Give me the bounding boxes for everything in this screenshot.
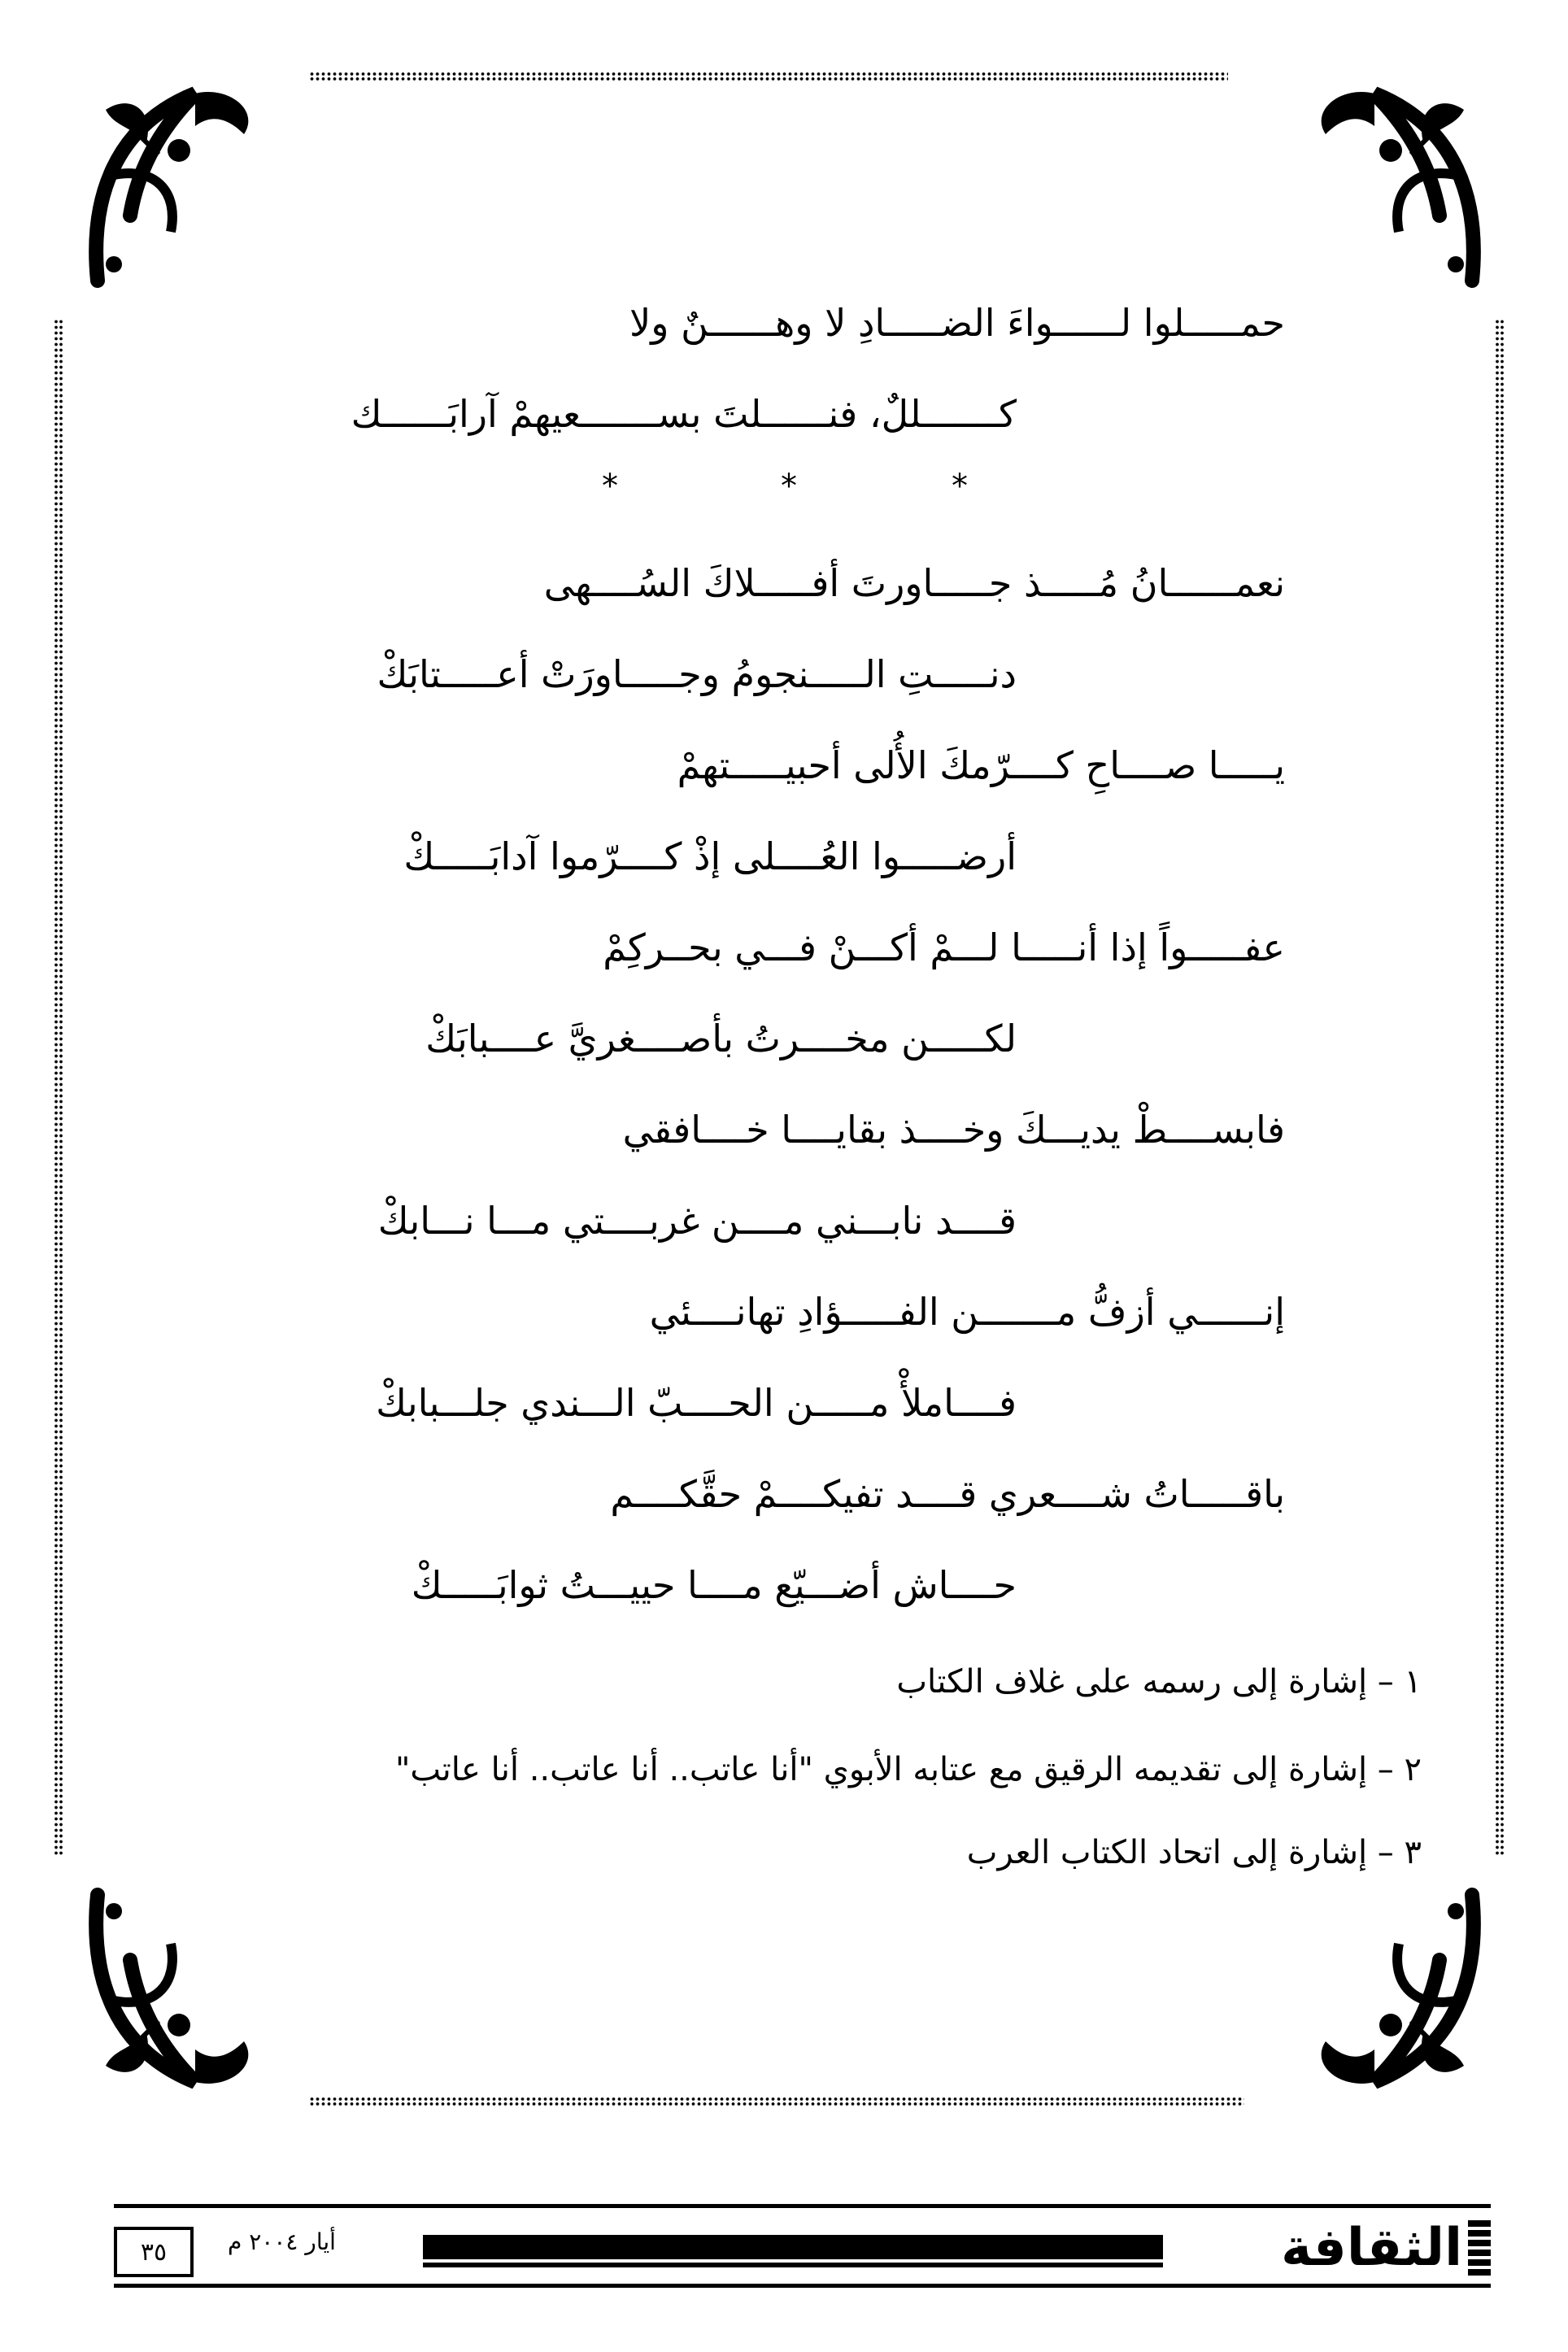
poem-line: قــــد نابـــني مــــن غربــــتي مـــا نـــابكْ xyxy=(377,1199,1017,1243)
footer-black-bar xyxy=(423,2235,1163,2259)
ornament-bottom-left-icon xyxy=(81,1887,277,2098)
logo-stripes-icon xyxy=(1468,2220,1491,2277)
poem-line: أرضـــــوا العُــــلى إذْ كــــرّموا آدابَـــــكْ xyxy=(403,834,1017,878)
poem-line: باقـــــاتُ شــــعري قــــد تفيكــــمْ حقَّكــــم xyxy=(610,1472,1285,1516)
poem-line: يـــــا صــــاحِ كــــرّمكَ الأُلى أحبيـــــتهمْ xyxy=(677,743,1285,787)
ornament-top-right-icon xyxy=(1293,77,1488,289)
right-dotted-border xyxy=(1495,319,1505,1856)
poem-line: عفـــــواً إذا أنـــــا لـــمْ أكـــنْ فـــي بحــركِمْ xyxy=(603,926,1285,969)
star: * xyxy=(602,468,618,505)
poem-line: نعمــــــانُ مُـــــذ جـــــاورتَ أفـــــلاكَ السُــــهى xyxy=(543,561,1285,605)
footnote: ١ – إشارة إلى رسمه على غلاف الكتاب xyxy=(896,1663,1422,1701)
poem-line: إنــــــي أزفُّ مـــــــن الفـــــؤادِ تهانــــئي xyxy=(649,1290,1285,1334)
poem-line: دنـــــتِ الـــــنجومُ وجـــــاورَتْ أعـــــتابَكْ xyxy=(377,652,1017,696)
poem-line: فــــاملأْ مـــــن الحــــبّ الـــندي جلـــبابكْ xyxy=(376,1381,1017,1425)
footer-bottom-rule xyxy=(114,2284,1491,2288)
page-number: ٣٥ xyxy=(114,2227,194,2277)
footer-black-bar-thin xyxy=(423,2263,1163,2267)
issue-date: أيار ٢٠٠٤ م xyxy=(228,2228,336,2255)
star: * xyxy=(952,468,968,505)
footer-top-rule xyxy=(114,2204,1491,2208)
left-dotted-border xyxy=(54,319,63,1856)
poem-line: كـــــــللٌ، فنــــــلتَ بســـــــعيهمْ آرابَــــــك xyxy=(351,392,1017,436)
poem-line: حمـــــلوا لــــــواءَ الضـــــادِ لا وهــــــنٌ ولا xyxy=(629,301,1285,345)
ornament-top-left-icon xyxy=(81,77,277,289)
star: * xyxy=(781,468,797,505)
poem-line: حــــاش أضـــيّع مــــا حييـــتُ ثوابَـــــكْ xyxy=(411,1563,1017,1607)
poem-line: لكـــــن مخــــرتُ بأصــــغريَّ عــــبابَكْ xyxy=(425,1017,1017,1061)
top-dotted-border xyxy=(309,72,1228,81)
magazine-logo: الثقافة xyxy=(1281,2218,1462,2278)
poem-line: فابســــطْ يديـــكَ وخــــذ بقايــــا خــــافقي xyxy=(622,1108,1285,1152)
bottom-dotted-border xyxy=(309,2097,1244,2106)
stars-separator xyxy=(244,468,1285,505)
ornament-bottom-right-icon xyxy=(1293,1887,1488,2098)
footnote: ٢ – إشارة إلى تقديمه الرقيق مع عتابه الأبوي "أنا عاتب.. أنا عاتب.. أنا عاتب" xyxy=(394,1751,1422,1788)
footnote: ٣ – إشارة إلى اتحاد الكتاب العرب xyxy=(966,1834,1422,1871)
